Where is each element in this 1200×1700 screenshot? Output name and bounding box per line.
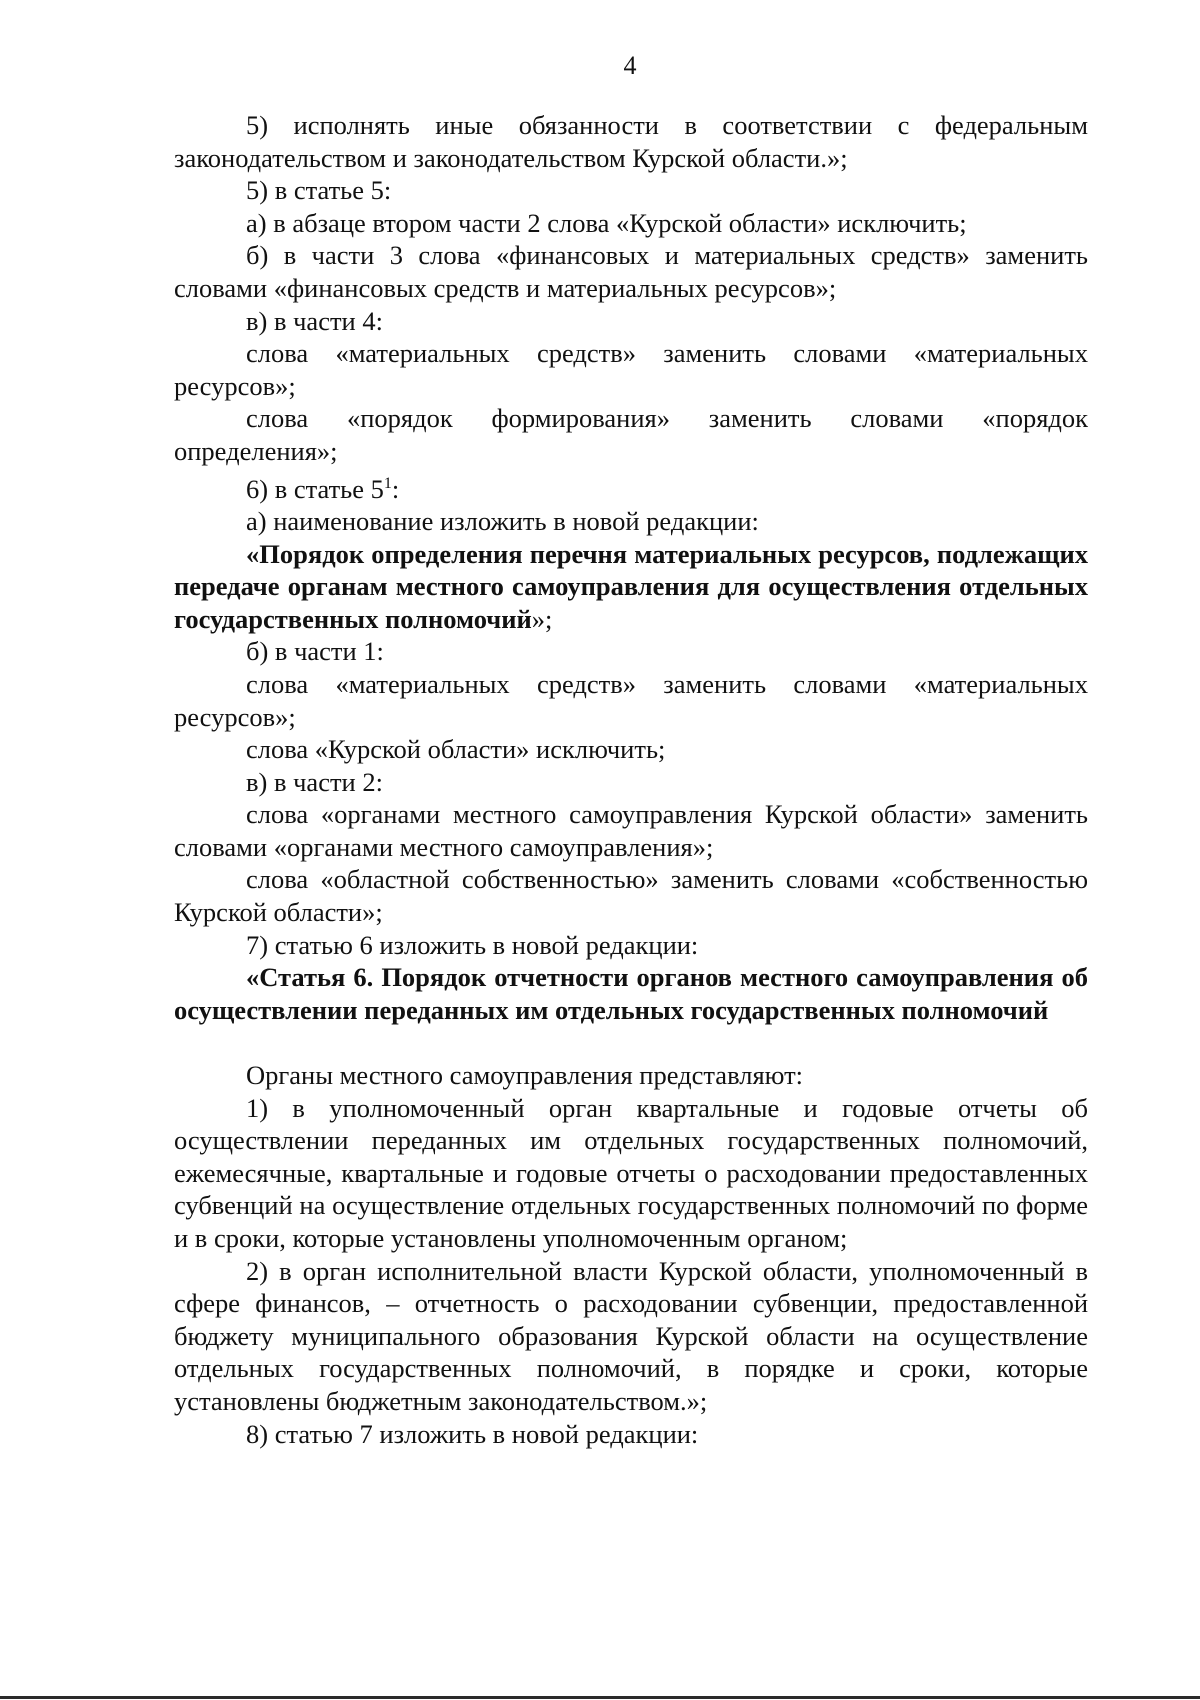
paragraph-text: 8) статью 7 изложить в новой редакции: (246, 1418, 699, 1449)
paragraph-tail: : (391, 473, 400, 504)
document-body (174, 109, 1088, 1450)
paragraph-text: 1) в уполномоченный орган квартальные и годовые отчеты об осуществлении переданных им отдельных государственных полномочий, ежемесячные, квартальные и годовые отчеты о расходовании предоставленных субвенций на осуществление отдельных государственных полномочий по форме и в сроки, которые установлены уполномоченным органом; (174, 1092, 1088, 1254)
paragraph-text: в) в части 2: (246, 766, 383, 797)
paragraph-text: б) в части 3 слова «финансовых и материальных средств» заменить словами «финансовых средств и материальных ресурсов»; (174, 240, 1088, 303)
paragraph-text: 7) статью 6 изложить в новой редакции: (246, 929, 699, 960)
paragraph (174, 468, 1088, 505)
paragraph-text: в) в части 4: (246, 305, 383, 336)
paragraph-text: слова «органами местного самоуправления Курской области» заменить словами «органами местного самоуправления»; (174, 799, 1088, 862)
paragraph (174, 239, 1088, 304)
paragraph-text: 5) в статье 5: (246, 175, 392, 206)
paragraph-text: «Статья 6. Порядок отчетности органов местного самоуправления об осуществлении переданных им отдельных государственных полномочий (174, 962, 1088, 1025)
paragraph-text: Органы местного самоуправления представляют: (246, 1060, 804, 1091)
paragraph (174, 1418, 1088, 1451)
paragraph (174, 635, 1088, 668)
paragraph-text: «Порядок определения перечня материальных ресурсов, подлежащих передаче органам местного самоуправления для осуществления отдельных государственных полномочий (174, 538, 1088, 634)
paragraph (174, 109, 1088, 174)
paragraph-text: а) наименование изложить в новой редакции: (246, 505, 759, 536)
blank-line (174, 1026, 1088, 1059)
paragraph-text: б) в части 1: (246, 636, 384, 667)
paragraph-text: а) в абзаце втором части 2 слова «Курской области» исключить; (246, 207, 967, 238)
bold-heading-paragraph (174, 961, 1088, 1026)
paragraph (174, 733, 1088, 766)
paragraph (174, 668, 1088, 733)
paragraph (174, 798, 1088, 863)
paragraph (174, 402, 1088, 467)
paragraph (174, 1092, 1088, 1255)
paragraph-tail: »; (531, 603, 553, 634)
paragraph (174, 1059, 1088, 1092)
paragraph (174, 766, 1088, 799)
paragraph (174, 174, 1088, 207)
paragraph (174, 505, 1088, 538)
paragraph-text: 5) исполнять иные обязанности в соответствии с федеральным законодательством и законодательством Курской области.»; (174, 110, 1088, 173)
page-number: 4 (623, 51, 637, 80)
paragraph (174, 1255, 1088, 1418)
paragraph-text: 2) в орган исполнительной власти Курской области, уполномоченный в сфере финансов, – отчетность о расходовании субвенции, предоставленной бюджету муниципального образования Курской области на осуществление отдельных государственных полномочий, в порядке и сроки, которые установлены бюджетным законодательством.»; (174, 1255, 1088, 1416)
paragraph-text: слова «Курской области» исключить; (246, 734, 666, 765)
bold-heading-paragraph (174, 538, 1088, 636)
paragraph (174, 337, 1088, 402)
paragraph (174, 207, 1088, 240)
superscript: 1 (383, 474, 392, 492)
paragraph (174, 929, 1088, 962)
paragraph-text: 6) в статье 5 (246, 473, 384, 504)
paragraph-text: слова «областной собственностью» заменить словами «собственностью Курской области»; (174, 864, 1088, 928)
paragraph-text: слова «материальных средств» заменить словами «материальных ресурсов»; (174, 668, 1088, 732)
paragraph-text: слова «материальных средств» заменить словами «материальных ресурсов»; (174, 338, 1088, 401)
page-bottom-border (0, 1696, 1200, 1699)
paragraph (174, 863, 1088, 928)
paragraph (174, 305, 1088, 338)
paragraph-text: слова «порядок формирования» заменить словами «порядок определения»; (174, 403, 1088, 466)
